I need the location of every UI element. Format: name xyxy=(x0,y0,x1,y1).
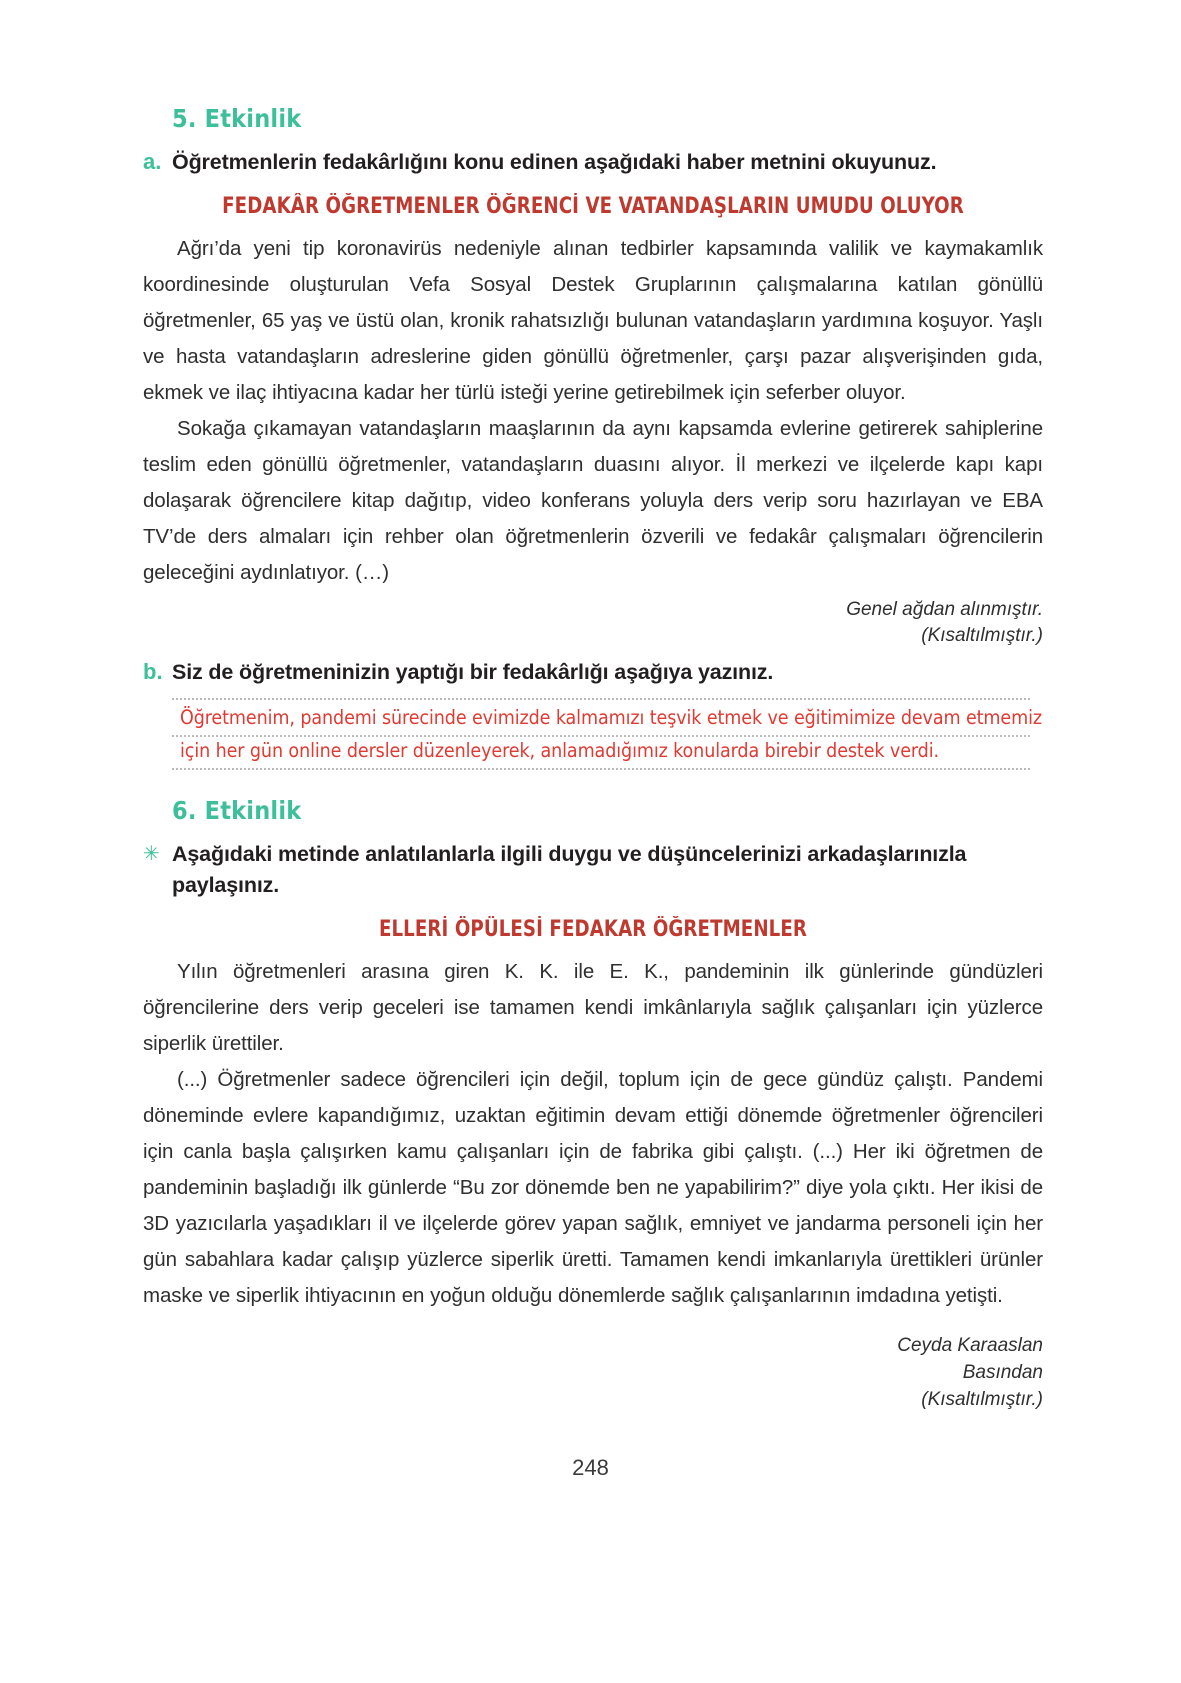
article-1-source xyxy=(143,597,1043,649)
article-1-title: FEDAKÂR ÖĞRETMENLER ÖĞRENCİ VE VATANDAŞLARIN UMUDU OLUYOR xyxy=(222,194,964,219)
article-2-title: ELLERİ ÖPÜLESİ FEDAKAR ÖĞRETMENLER xyxy=(378,917,808,942)
article-2-paragraph-2: (...) Öğretmenler sadece öğrencileri için değil, toplum için de gece gündüz çalıştı. Pandemi döneminde evlere kapandığımız, uzaktan eğitimin devam ettiği dönemde öğretmenler öğrencileri için canla başla çalışırken kamu çalışanları için de fabrika gibi çalıştı. (...) Her iki öğretmen de pandeminin başladığı ilk günlerde “Bu zor dönemde ben ne yapabilirim?” diye yola çıktı. Her ikisi de 3D yazıcılarla yaşadıkları il ve ilçelerde görev yapan sağlık, emniyet ve jandarma personeli için her gün sabahlara kadar çalışıp yüzlerce siperlik üretti. Tamamen kendi imkanlarıyla ürettikleri ürünler maske ve siperlik ihtiyacının en yoğun olduğu dönemlerde sağlık çalışanlarının imdadına yetişti. xyxy=(143,1068,1043,1307)
section-spacer xyxy=(143,774,1043,796)
activity-6-instruction: Aşağıdaki metinde anlatılanlarla ilgili duygu ve düşüncelerinizi arkadaşlarınızla paylaşınız. xyxy=(172,842,967,897)
answer-line-2[interactable]: için her gün online dersler düzenleyerek, anlamadığımız konularda birebir destek verdi. xyxy=(172,737,1030,770)
article-2-source-line-3: (Kısaltılmıştır.) xyxy=(921,1389,1043,1410)
activity-5-item-a xyxy=(143,147,1043,178)
article-1-paragraph-1: Ağrı’da yeni tip koronavirüs nedeniyle alınan tedbirler kapsamında valilik ve kaymakamlık koordinesinde oluşturulan Vefa Sosyal Destek Gruplarının çalışmalarına katılan gönüllü öğretmenler, 65 yaş ve üstü olan, kronik rahatsızlığı bulunan vatandaşların yardımına koşuyor. Yaşlı ve hasta vatandaşların adreslerine giden gönüllü öğretmenler, çarşı pazar alışverişinden gıda, ekmek ve ilaç ihtiyacına kadar her türlü isteği yerine getirebilmek için seferber oluyor. xyxy=(143,237,1043,404)
activity-5-title: 5. Etkinlik xyxy=(172,104,302,133)
article-2-source-line-1: Ceyda Karaaslan xyxy=(897,1335,1043,1356)
article-1-paragraph-2: Sokağa çıkamayan vatandaşların maaşlarının da aynı kapsamda evlerine getirerek sahiplerine teslim eden gönüllü öğretmenler, vatandaşların duasını alıyor. İl merkezi ve ilçelerde kapı kapı dolaşarak öğrencilere kitap dağıtıp, video konferans yoluyla ders verip soru hazırlayan ve EBA TV’de ders almaları için rehber olan öğretmenlerin özverili ve fedakâr çalışmaları öğrencilerin geleceğini aydınlatıyor. (…) xyxy=(143,417,1043,584)
star-bullet-icon: ✳ xyxy=(143,843,160,865)
article-1-source-line-2: (Kısaltılmıştır.) xyxy=(921,625,1043,646)
article-2-source xyxy=(143,1332,1043,1413)
article-2-paragraph-1: Yılın öğretmenleri arasına giren K. K. ile E. K., pandeminin ilk günlerinde gündüzleri öğrencilerine ders verip geceleri ise tamamen kendi imkânlarıyla sağlık çalışanları için yüzlerce siperlik ürettiler. xyxy=(143,960,1043,1055)
article-2-source-line-2: Basından xyxy=(962,1362,1043,1383)
activity-5-item-b xyxy=(143,657,1043,688)
activity-6-title: 6. Etkinlik xyxy=(172,796,302,825)
item-a-instruction: Öğretmenlerin fedakârlığını konu edinen aşağıdaki haber metnini okuyunuz. xyxy=(172,150,937,174)
item-b-marker: b. xyxy=(143,659,163,684)
item-b-answer-field[interactable] xyxy=(172,698,1042,770)
page-content xyxy=(143,104,1043,1413)
article-1-source-line-1: Genel ağdan alınmıştır. xyxy=(846,599,1043,620)
activity-6-item xyxy=(143,839,1043,901)
answer-line-1[interactable]: Öğretmenim, pandemi sürecinde evimizde kalmamızı teşvik etmek ve eğitimimize devam etmemiz xyxy=(172,698,1030,737)
item-a-marker: a. xyxy=(143,149,162,174)
page-number: 248 xyxy=(572,1455,609,1480)
item-b-instruction: Siz de öğretmeninizin yaptığı bir fedakârlığı aşağıya yazınız. xyxy=(172,660,774,684)
